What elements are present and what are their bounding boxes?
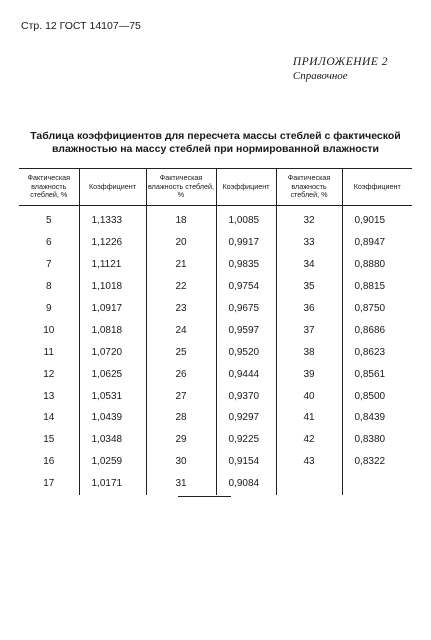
appendix-block: [293, 56, 388, 82]
moisture-cell: 13: [43, 390, 55, 402]
coefficient-cell: 1,0531: [79, 385, 146, 407]
table-row: [19, 232, 412, 254]
moisture-cell: 11: [43, 346, 54, 358]
coefficient-cell: 0,9520: [216, 341, 276, 363]
table-row: [19, 363, 412, 385]
coefficient-cell: 0,8750: [342, 298, 412, 320]
coefficient-cell: 0,8500: [342, 385, 412, 407]
coefficient-cell: 0,8439: [342, 407, 412, 429]
moisture-cell: 22: [146, 276, 216, 298]
coefficient-cell: 1,1121: [79, 254, 146, 276]
moisture-cell: 27: [146, 385, 216, 407]
moisture-cell: 42: [276, 429, 342, 451]
moisture-cell: 9: [45, 303, 52, 314]
caption-line-1: Таблица коэффициентов для пересчета массы стеблей с фактической: [30, 130, 401, 142]
coefficient-cell: 1,0818: [79, 319, 146, 341]
moisture-cell: 15: [43, 434, 55, 446]
moisture-cell: 23: [146, 298, 216, 320]
header-coefficient-1: Коэффициент: [79, 169, 146, 206]
header-moisture-2: Фактическая влажность стеблей, %: [146, 169, 216, 206]
header-moisture-3: Фактическая влажность стеблей, %: [276, 169, 342, 206]
moisture-cell: [276, 473, 342, 495]
coefficient-cell: 0,9917: [216, 232, 276, 254]
end-rule: [178, 496, 231, 497]
table-row: [19, 254, 412, 276]
moisture-cell: 31: [146, 473, 216, 495]
coefficient-cell: 0,9835: [216, 254, 276, 276]
coefficient-cell: 0,8947: [342, 232, 412, 254]
appendix-title: ПРИЛОЖЕНИЕ 2: [292, 56, 388, 68]
moisture-cell: 40: [276, 385, 342, 407]
header-coefficient-2: Коэффициент: [216, 169, 276, 206]
table-row: [19, 319, 412, 341]
moisture-cell: 17: [43, 478, 55, 490]
table-row: [19, 385, 412, 407]
coefficient-cell: 0,8561: [342, 363, 412, 385]
moisture-cell: 21: [146, 254, 216, 276]
coefficient-cell: 0,9370: [216, 385, 276, 407]
coefficient-cell: 0,9297: [216, 407, 276, 429]
coefficient-cell: 1,0171: [79, 473, 146, 495]
moisture-cell: 29: [146, 429, 216, 451]
coefficient-cell: 1,0917: [79, 298, 146, 320]
coefficient-cell: 1,0439: [79, 407, 146, 429]
coefficient-cell: 0,9015: [342, 206, 412, 232]
moisture-cell: 12: [43, 368, 55, 380]
coefficient-cell: 0,8686: [342, 319, 412, 341]
moisture-cell: 28: [146, 407, 216, 429]
table-row: [19, 341, 412, 363]
coefficient-cell: 1,1333: [79, 206, 146, 232]
coefficient-cell: 1,1226: [79, 232, 146, 254]
coefficient-cell: 0,9675: [216, 298, 276, 320]
moisture-cell: 6: [45, 237, 52, 249]
coefficient-cell: 0,9444: [216, 363, 276, 385]
table-body: [19, 206, 412, 495]
moisture-cell: 35: [276, 276, 342, 298]
moisture-cell: 10: [43, 324, 55, 336]
moisture-cell: 41: [276, 407, 342, 429]
coefficient-cell: 1,1018: [79, 276, 146, 298]
table-row: [19, 298, 412, 320]
coefficient-cell: [342, 473, 412, 495]
table-row: [19, 473, 412, 495]
page-header: Стр. 12 ГОСТ 14107—75: [21, 20, 141, 32]
moisture-cell: 18: [146, 206, 216, 232]
moisture-cell: 39: [276, 363, 342, 385]
table-caption: [20, 130, 411, 156]
moisture-cell: 34: [276, 254, 342, 276]
moisture-cell: 25: [146, 341, 216, 363]
table-row: [19, 451, 412, 473]
coefficient-cell: 1,0259: [79, 451, 146, 473]
table-row: [19, 407, 412, 429]
moisture-cell: 33: [276, 232, 342, 254]
moisture-cell: 32: [276, 206, 342, 232]
moisture-cell: 26: [146, 363, 216, 385]
coefficient-cell: 0,9754: [216, 276, 276, 298]
coefficient-cell: 0,8880: [342, 254, 412, 276]
moisture-cell: 37: [276, 319, 342, 341]
moisture-cell: 36: [276, 298, 342, 320]
moisture-cell: 30: [146, 451, 216, 473]
moisture-cell: 7: [45, 259, 52, 271]
coefficient-cell: 0,8322: [342, 451, 412, 473]
moisture-cell: 5: [45, 215, 52, 227]
header-coefficient-3: Коэффициент: [342, 169, 412, 206]
table-header-row: [19, 169, 412, 206]
moisture-cell: 16: [43, 456, 55, 468]
moisture-cell: 38: [276, 341, 342, 363]
header-moisture-1: Фактическая влажность стеблей, %: [19, 169, 79, 206]
table-row: [19, 206, 412, 232]
appendix-subtitle: Справочное: [292, 70, 348, 82]
moisture-cell: 8: [45, 281, 52, 293]
coefficient-cell: 1,0348: [79, 429, 146, 451]
moisture-cell: 24: [146, 319, 216, 341]
moisture-cell: 14: [43, 412, 55, 424]
moisture-cell: 20: [146, 232, 216, 254]
coefficient-table: [19, 168, 412, 495]
coefficient-cell: 1,0720: [79, 341, 146, 363]
coefficient-cell: 0,8623: [342, 341, 412, 363]
moisture-cell: 43: [276, 451, 342, 473]
coefficient-cell: 0,9597: [216, 319, 276, 341]
coefficient-cell: 0,9084: [216, 473, 276, 495]
table-row: [19, 276, 412, 298]
coefficient-cell: 0,9154: [216, 451, 276, 473]
coefficient-cell: 1,0625: [79, 363, 146, 385]
table-row: [19, 429, 412, 451]
coefficient-cell: 0,8380: [342, 429, 412, 451]
coefficient-cell: 0,9225: [216, 429, 276, 451]
coefficient-cell: 0,8815: [342, 276, 412, 298]
caption-line-2: влажностью на массу стеблей при нормированной влажности: [51, 143, 380, 155]
coefficient-cell: 1,0085: [216, 206, 276, 232]
